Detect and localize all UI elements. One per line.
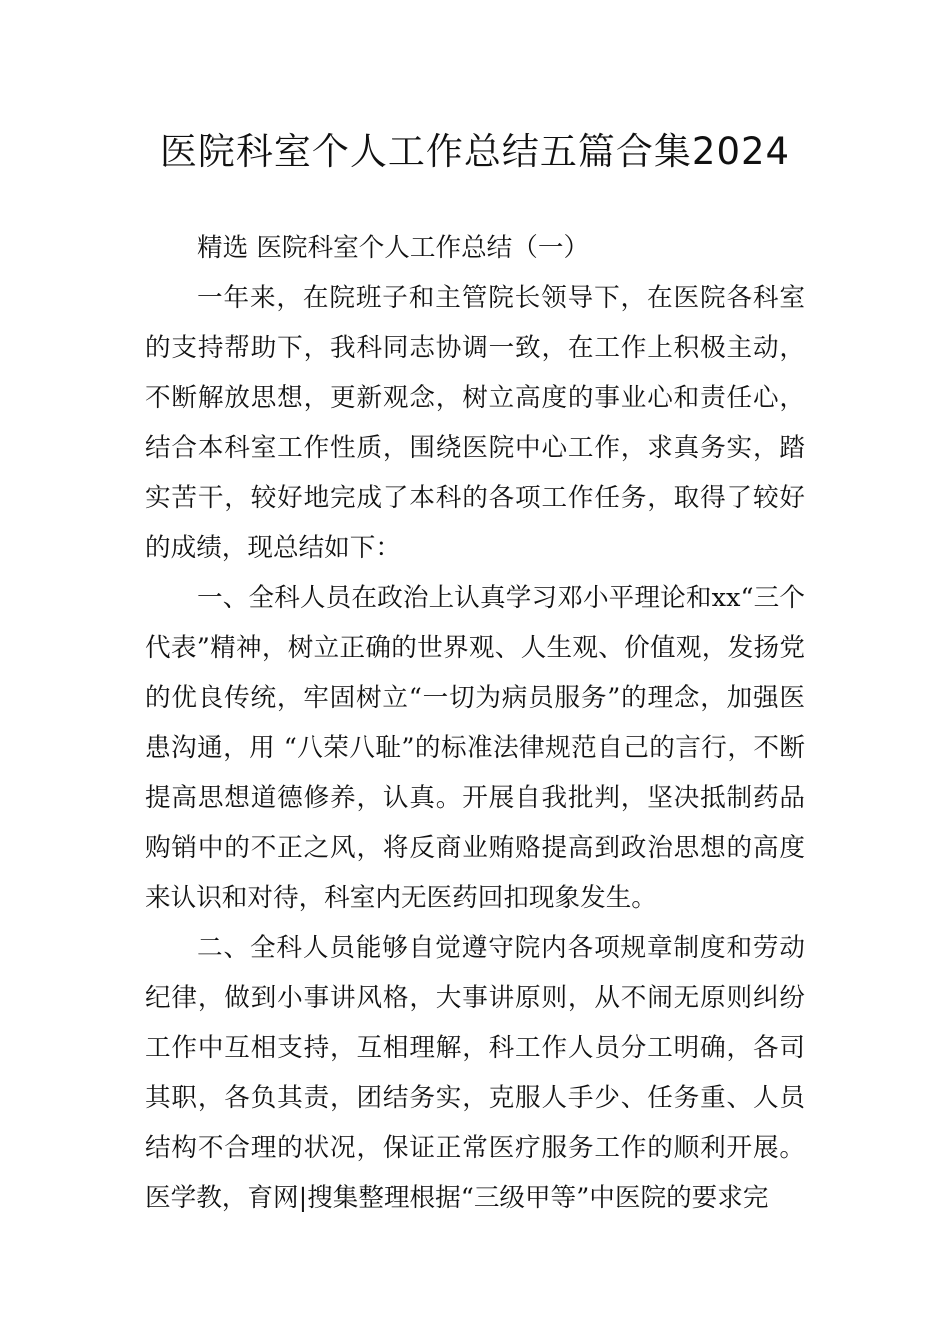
document-body <box>145 223 805 1223</box>
paragraph-discipline: 二、全科人员能够自觉遵守院内各项规章制度和劳动纪律，做到小事讲风格，大事讲原则，从不闹无原则纠纷工作中互相支持，互相理解，科工作人员分工明确，各司其职，各负其责，团结务实，克服人手少、任务重、人员结构不合理的状况，保证正常医疗服务工作的顺利开展。医学教，育网|搜集整理根据“三级甲等”中医院的要求完 <box>145 933 805 1213</box>
paragraph-intro: 一年来，在院班子和主管院长领导下，在医院各科室的支持帮助下，我科同志协调一致，在工作上积极主动，不断解放思想，更新观念，树立高度的事业心和责任心，结合本科室工作性质，围绕医院中心工作，求真务实，踏实苦干，较好地完成了本科的各项工作任务，取得了较好的成绩，现总结如下： <box>145 283 805 563</box>
paragraph-political-study: 一、全科人员在政治上认真学习邓小平理论和xx“三个代表”精神，树立正确的世界观、人生观、价值观，发扬党的优良传统，牢固树立“一切为病员服务”的理念，加强医患沟通，用 “八荣八耻”的标准法律规范自己的言行，不断提高思想道德修养，认真。开展自我批判，坚决抵制药品购销中的不正之风，将反商业贿赂提高到政治思想的高度来认识和对待，科室内无医药回扣现象发生。 <box>145 583 805 913</box>
document-title: 医院科室个人工作总结五篇合集2024 <box>159 130 791 173</box>
section-heading: 精选 医院科室个人工作总结（一） <box>197 233 590 263</box>
